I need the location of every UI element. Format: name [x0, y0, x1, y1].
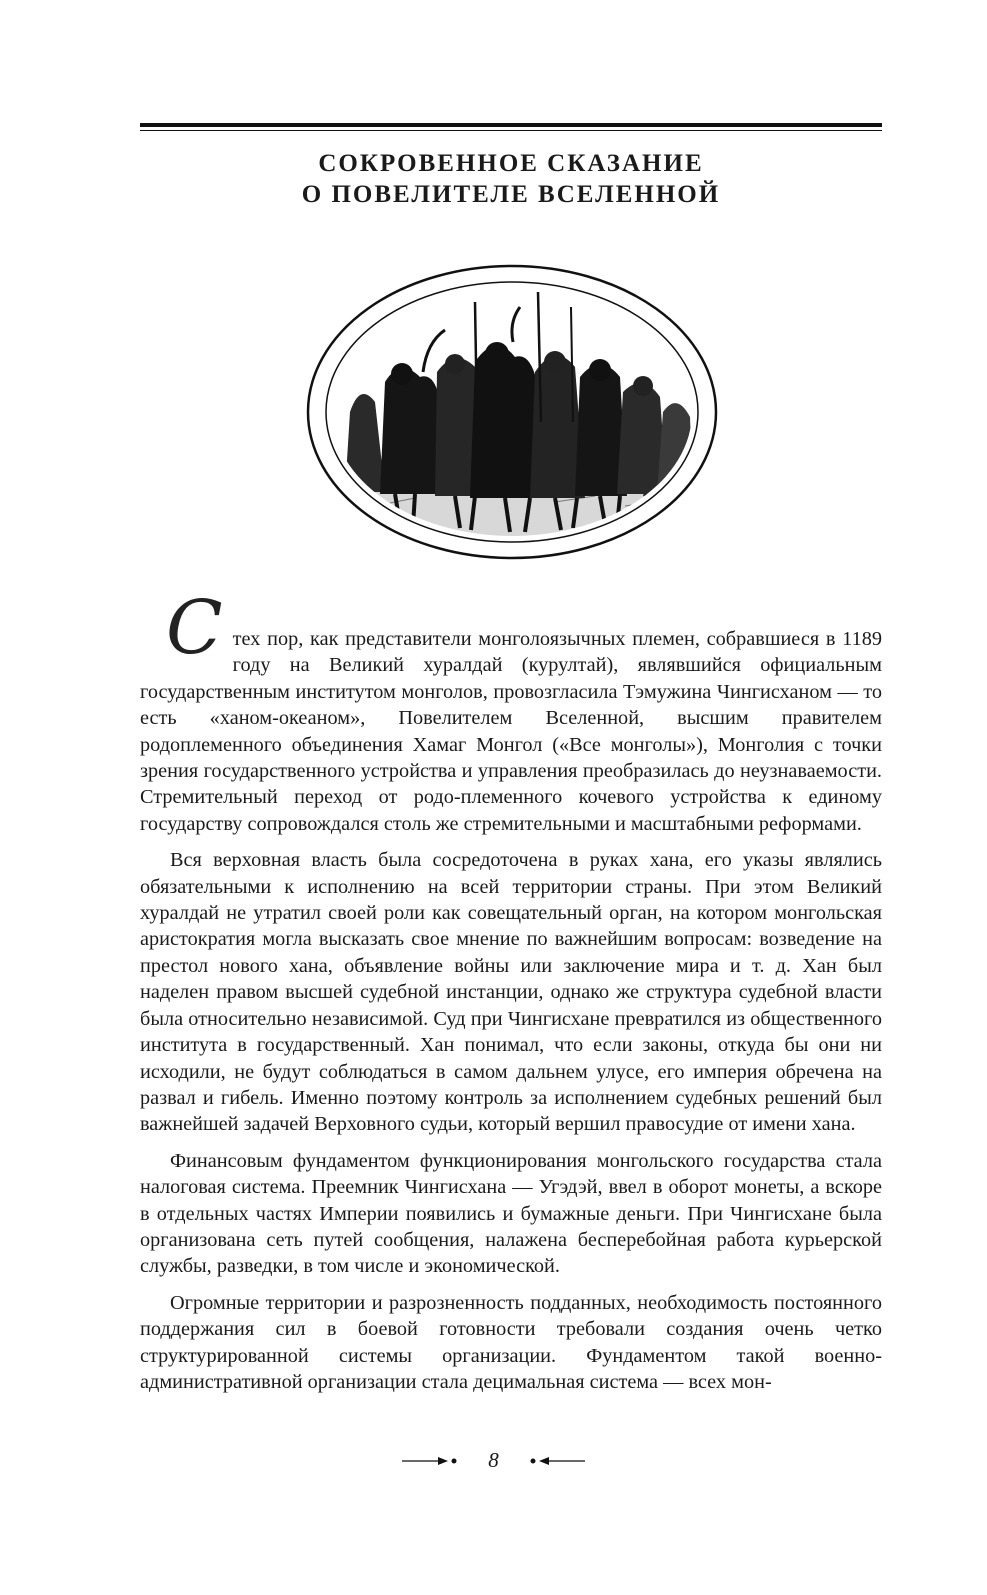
right-ornament-icon	[525, 1455, 585, 1467]
mongol-horsemen-engraving-icon	[305, 262, 719, 562]
paragraph-1-text: тех пор, как представители монголоязычных племен, собравшиеся в 1189 году на Великий хуралдай (курултай), являвшийся официальным государственным институтом монголов, провозгласила Тэмужина Чингисханом — то есть «ханом-океаном», Повелителем Вселенной, высшим правителем родоплеменного объединения Хамаг Монгол («Все монголы»), Монголия с точки зрения государственного устройства и управления преобразилась до неузнаваемости. Стремительный переход от родо-племенного кочевого устройства к единому государству сопровождался столь же стремительными и масштабными реформами.	[140, 628, 882, 835]
paragraph-1	[140, 585, 882, 837]
body-text	[140, 585, 882, 1405]
drop-cap: С	[166, 585, 223, 671]
header-rule-thick	[140, 123, 882, 127]
header-rule-thin	[140, 130, 882, 131]
paragraph-2: Вся верховная власть была сосредоточена в руках хана, его указы являлись обязательными к исполнению на всей территории страны. При этом Великий хуралдай не утратил своей роли как совещательный орган, на котором монгольская аристократия могла высказать свое мнение по важнейшим вопросам: возведение на престол нового хана, объявление войны или заключение мира и т. д. Хан был наделен правом высшей судебной инстанции, однако же структура судебной власти была относительно независимой. Суд при Чингисхане превратился из общественного института в государственный. Хан понимал, что если законы, откуда бы они ни исходили, не будут соблюдаться в самом дальнем улусе, его империя обречена на развал и гибель. Именно поэтому контроль за исполнением судебных решений был важнейшей задачей Верховного судьи, который вершил правосудие от имени хана.	[140, 849, 882, 1136]
chapter-title-line-1: СОКРОВЕННОЕ СКАЗАНИЕ	[318, 150, 704, 177]
paragraph-3: Финансовым фундаментом функционирования монгольского государства стала налоговая система. Преемник Чингисхана — Угэдэй, ввел в оборот монеты, а вскоре в отдельных частях Империи появились и бумажные деньги. При Чингисхане была организована сеть путей сообщения, налажена бесперебойная работа курьерской службы, разведки, в том числе и экономической.	[140, 1149, 882, 1278]
page-footer	[0, 1448, 987, 1478]
page-number: 8	[488, 1448, 499, 1472]
left-ornament-icon	[402, 1455, 462, 1467]
paragraph-4: Огромные территории и разрозненность подданных, необходимость постоянного поддержания сил в боевой готовности требовали создания очень четко структурированной системы организации. Фундаментом такой военно-административной организации стала децимальная система — всех мон-	[140, 1291, 882, 1393]
chapter-title	[140, 148, 882, 210]
chapter-title-line-2: О ПОВЕЛИТЕЛЕ ВСЕЛЕННОЙ	[301, 181, 721, 208]
